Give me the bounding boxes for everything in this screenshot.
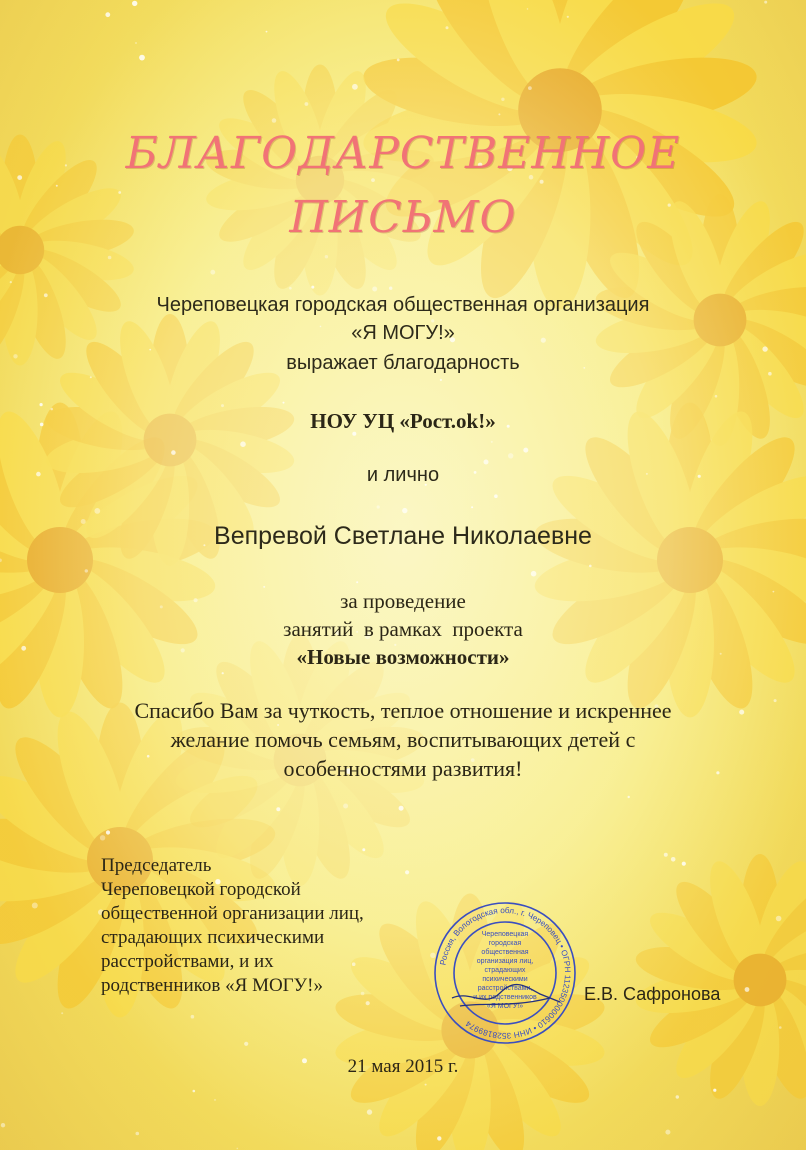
issuer-line-2: «Я МОГУ!» [351,322,455,344]
signatory-line: родственников «Я МОГУ!» [101,975,323,996]
recipient-organization: НОУ УЦ «Рост.ok!» [310,409,496,433]
signatory-position [101,854,481,998]
project-name: «Новые возможности» [296,645,510,669]
seal-inner-text: расстройствами, [477,985,533,992]
thanks-line-3: особенностями развития! [283,756,523,781]
seal-inner-text: Череповецкая [481,931,529,938]
seal-inner-text: «Я МОГУ!» [486,1003,524,1010]
reason-line-1: за проведение [340,589,466,613]
seal-inner-text: психическими [482,976,528,983]
organization-seal [430,898,580,1048]
seal-inner-text: общественная [481,949,529,956]
thanks-line-2: желание помочь семьям, воспитывающих детей с [170,727,636,752]
seal-inner-text: и их родственников [473,994,537,1001]
issuer-line-3: выражает благодарность [286,352,520,374]
title-line-2: ПИСЬМО [289,192,517,243]
seal-inner-text: страдающих [484,967,526,974]
signatory-line: Председатель [101,855,212,876]
thanks-line-1: Спасибо Вам за чуткость, теплое отношение и искреннее [134,698,672,723]
seal-ring-text: Россия, Вологодская обл., г. Череповец • ОГРН 1123500000610 • ИНН 3528189974 [438,905,573,1041]
recipient-connector: и лично [366,464,440,486]
seal-inner-text: организация лиц, [476,958,534,965]
signer-name: Е.В. Сафронова [584,984,721,1004]
seal-inner-text: городская [488,940,522,947]
signatory-line: расстройствами, и их [101,951,274,972]
issue-date: 21 мая 2015 г. [347,1056,459,1077]
signatory-line: страдающих психическими [101,927,325,948]
reason-line-2: занятий в рамках проекта [283,617,523,641]
signatory-line: Череповецкой городской [101,879,301,900]
signatory-line: общественной организации лиц, [101,903,364,924]
title-line-1: БЛАГОДАРСТВЕННОЕ [125,128,681,179]
issuer-line-1: Череповецкая городская общественная организация [156,294,650,316]
recipient-person: Вепревой Светлане Николаевне [214,522,592,550]
